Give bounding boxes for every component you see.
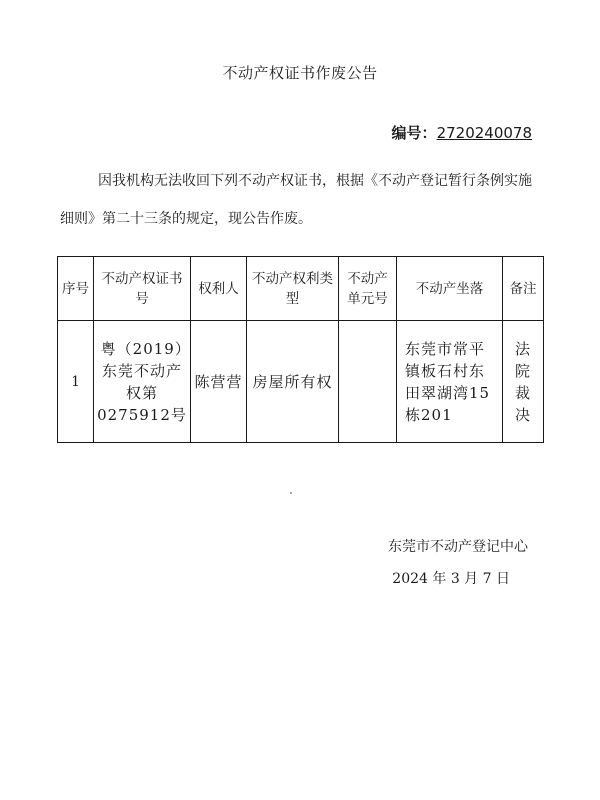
cell-remarks: 法院裁决 bbox=[503, 321, 544, 443]
issue-date: 2024 年 3 月 7 日 bbox=[392, 571, 510, 587]
header-right-holder: 权利人 bbox=[191, 257, 247, 321]
announcement-paragraph: 因我机构无法收回下列不动产权证书，根据《不动产登记暂行条例实施细则》第二十三条的规定，现公告作废。 bbox=[60, 173, 532, 227]
cell-right-type: 房屋所有权 bbox=[247, 321, 339, 443]
cell-index: 1 bbox=[58, 321, 94, 443]
header-unit-no: 不动产单元号 bbox=[339, 257, 397, 321]
cell-location: 东莞市常平镇板石村东田翠湖湾15栋201 bbox=[397, 321, 503, 443]
document-number bbox=[392, 122, 532, 143]
table-row bbox=[58, 321, 544, 443]
document-number-label: 编号： bbox=[391, 124, 437, 142]
header-right-type: 不动产权利类型 bbox=[247, 257, 339, 321]
cell-certificate-no: 粤（2019）东莞不动产权第0275912号 bbox=[94, 321, 191, 443]
header-index: 序号 bbox=[58, 257, 94, 321]
document-number-value: 2720240078 bbox=[436, 124, 532, 142]
scan-speck bbox=[290, 492, 292, 494]
issuer-signature: 东莞市不动产登记中心 bbox=[388, 539, 528, 555]
header-remarks: 备注 bbox=[503, 257, 544, 321]
header-certificate-no: 不动产权证书号 bbox=[94, 257, 191, 321]
header-location: 不动产坐落 bbox=[397, 257, 503, 321]
table-header-row bbox=[58, 257, 544, 321]
cell-unit-no bbox=[339, 321, 397, 443]
cell-right-holder: 陈营营 bbox=[191, 321, 247, 443]
certificate-table bbox=[57, 256, 544, 443]
document-title: 不动产权证书作废公告 bbox=[222, 64, 378, 82]
